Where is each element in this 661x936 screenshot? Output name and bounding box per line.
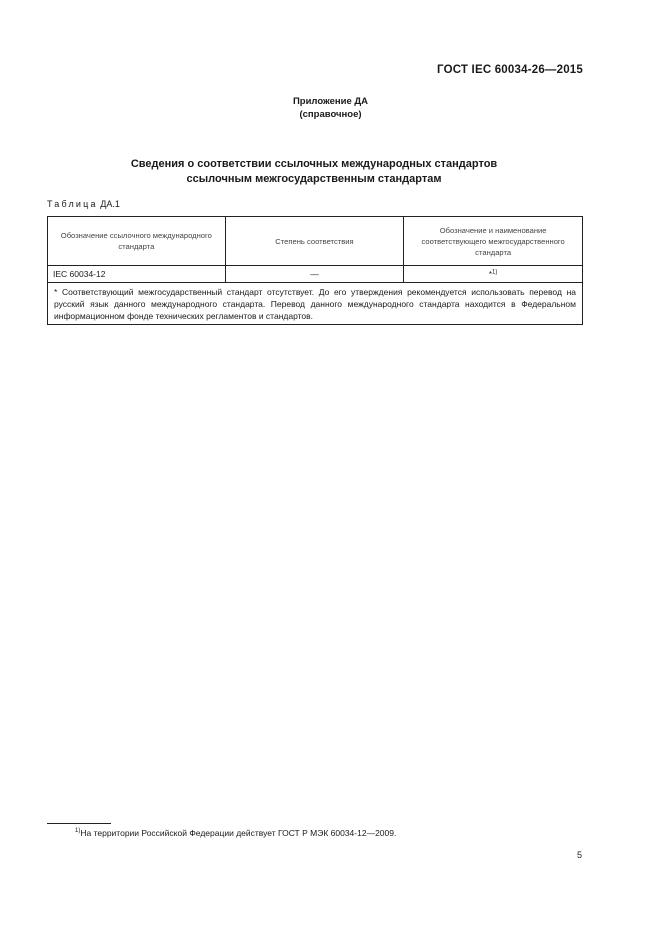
column-header-ref-standard: Обозначение ссылочного международного стандарта (48, 217, 226, 266)
table-header-row (48, 217, 583, 266)
table-row (48, 266, 583, 283)
page-number: 5 (576, 850, 582, 860)
cell-interstate-standard (404, 266, 583, 283)
appendix-heading (0, 95, 661, 121)
cell-degree: — (225, 266, 404, 283)
table-note-row (48, 283, 583, 325)
table-note: * Соответствующий межгосударственный стандарт отсутствует. До его утверждения рекомендуется использовать перевод на русский язык данного международного стандарта. Перевод данного международного стандарта находится в Федеральном информационном фонде технических регламентов и стандартов. (48, 283, 583, 325)
appendix-type: (справочное) (299, 109, 362, 120)
section-title-line-2: ссылочным межгосударственным стандартам (186, 173, 442, 185)
footnote-divider (47, 823, 111, 824)
standard-code: ГОСТ IEC 60034-26—2015 (437, 64, 583, 76)
table-caption (47, 199, 120, 209)
section-title-line-1: Сведения о соответствии ссылочных международных стандартов (130, 158, 498, 170)
footnote (75, 828, 396, 838)
footnote-text: На территории Российской Федерации действует ГОСТ Р МЭК 60034-12—2009. (80, 828, 397, 838)
table-caption-label: Таблица (47, 199, 98, 209)
column-header-degree: Степень соответствия (225, 217, 404, 266)
footnote-mark: 1) (75, 828, 81, 835)
cell-ref-standard: IEC 60034-12 (48, 266, 226, 283)
correspondence-table (47, 216, 583, 325)
footnote-reference: 1) (492, 268, 498, 275)
appendix-title: Приложение ДА (292, 96, 369, 107)
table-caption-id: ДА.1 (100, 199, 120, 209)
column-header-interstate-standard: Обозначение и наименование соответствующего межгосударственного стандарта (404, 217, 583, 266)
cell-asterisk: * (488, 269, 493, 279)
section-title (0, 157, 628, 187)
